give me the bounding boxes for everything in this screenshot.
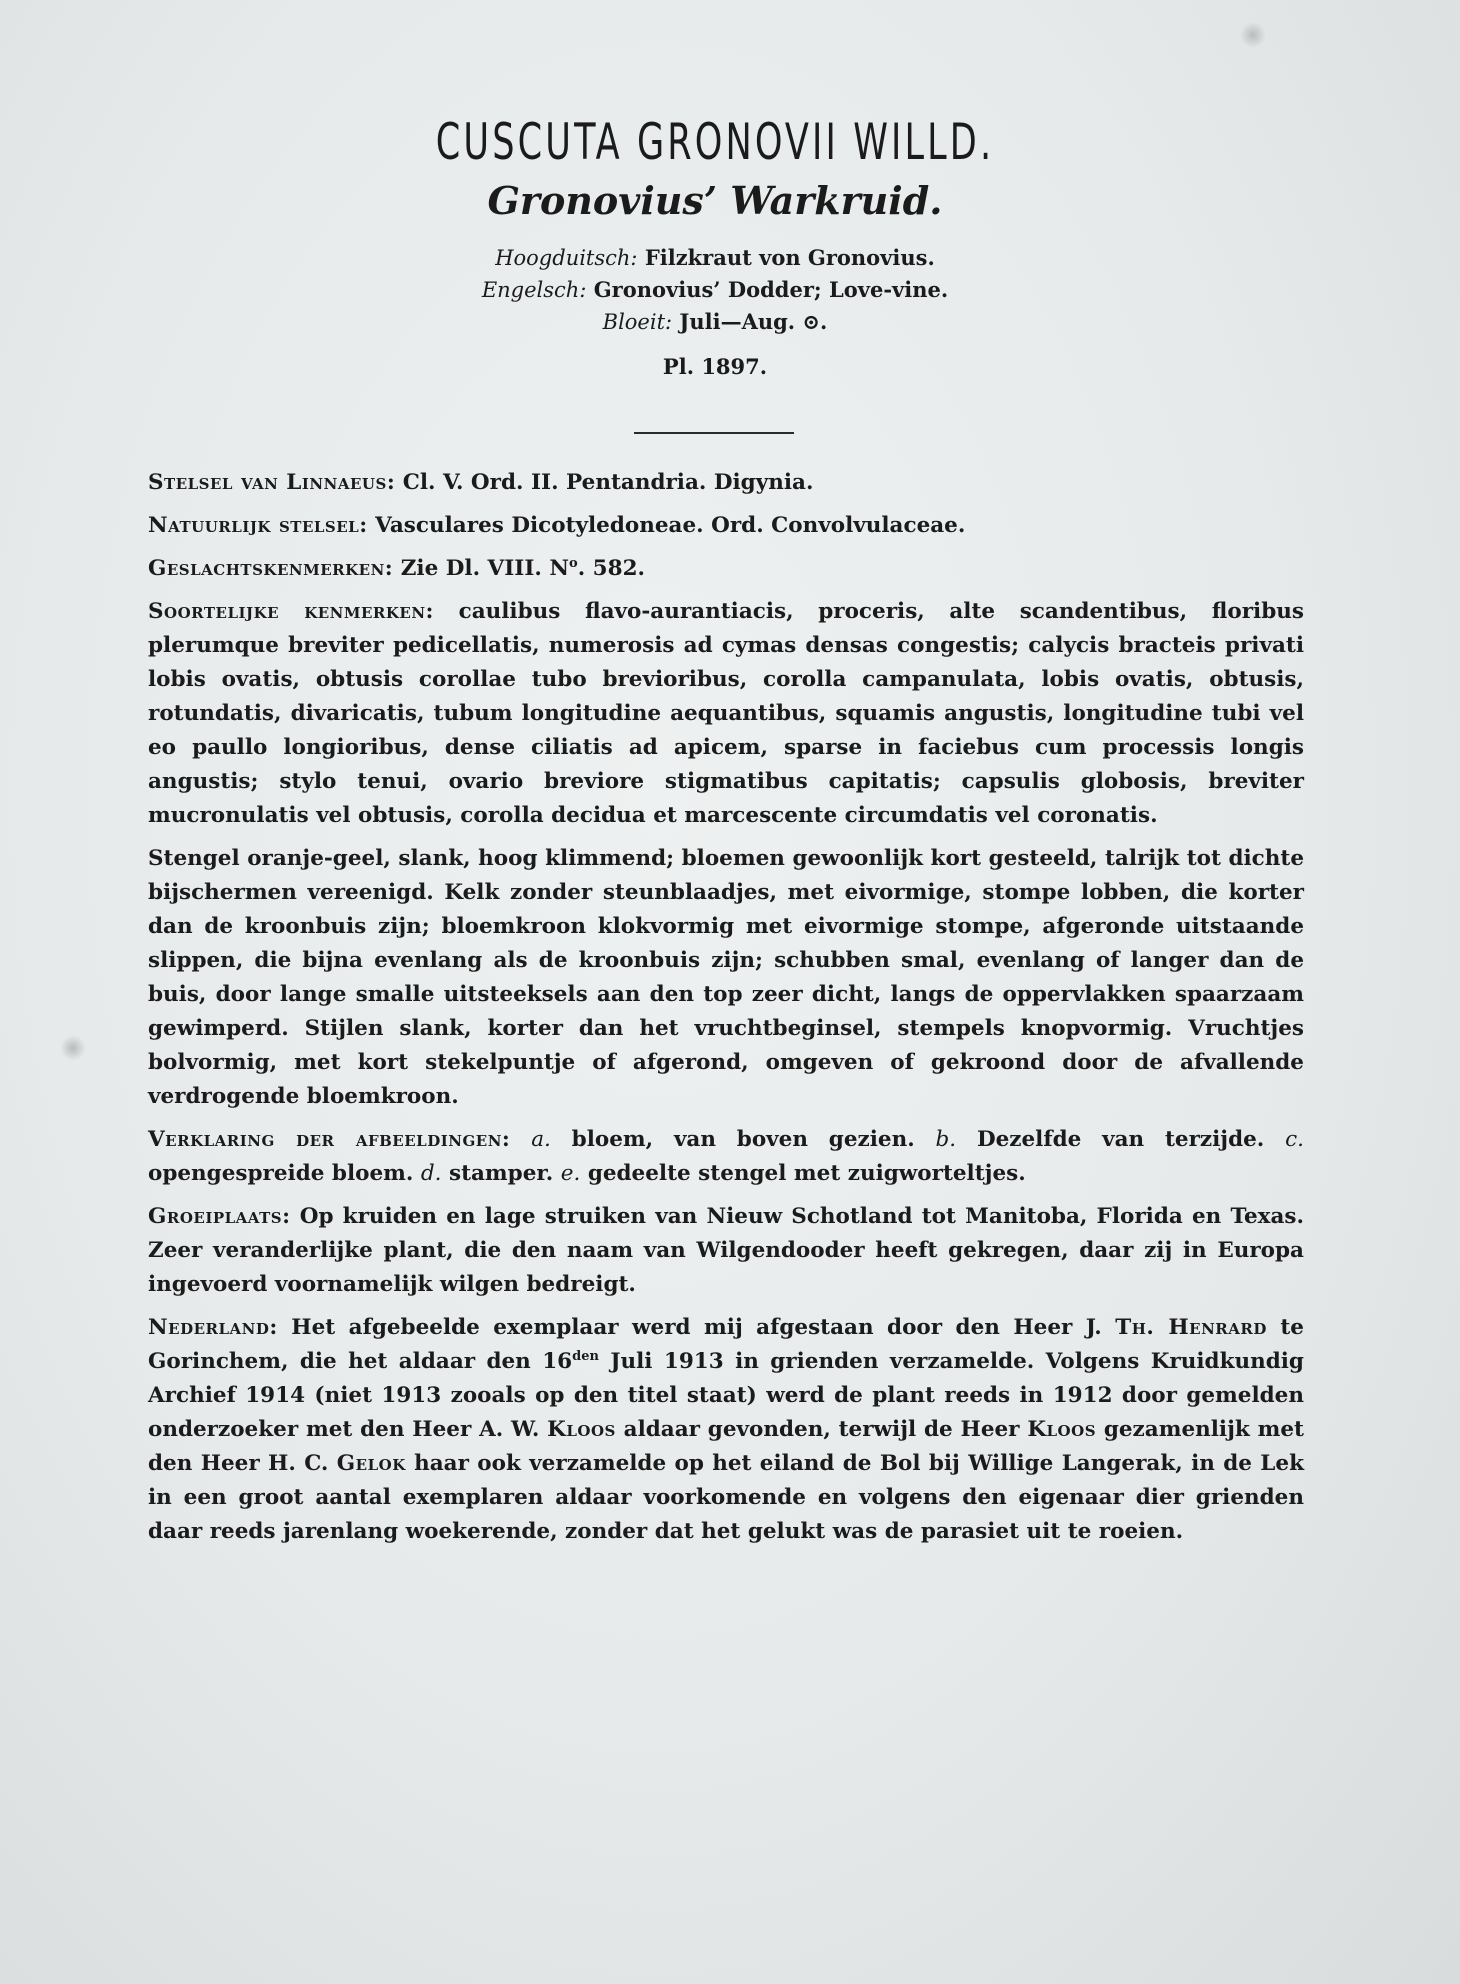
figure-text: bloem, van boven gezien.: [571, 1127, 915, 1152]
figure-key: c.: [1285, 1127, 1304, 1152]
section-text: Stengel oranje-geel, slank, hoog klimmend; bloemen gewoonlijk kort gesteeld, talrijk tot dichte bijschermen vereenigd. Kelk zonder steunblaadjes, met eivormige, stompe lobben, die korter dan de kroonbuis zijn; bloemkroon klokvormig met eivormige stompe, afgeronde uitstaande slippen, die bijna evenlang als de kroonbuis zijn; schubben smal, evenlang of langer dan de buis, door lange smalle uitsteeksels aan den top zeer dicht, langs de oppervlakken spaarzaam gewimperd. Stijlen slank, korter dan het vruchtbeginsel, stempels knopvormig. Vruchtjes bolvormig, met kort stekelpuntje of afgerond, omgeven of gekroond door de afvallende verdrogende bloemkroon.: [148, 846, 1304, 1109]
section-text: . 582.: [577, 556, 646, 581]
section-text: Zie Dl. VIII. N: [400, 556, 570, 581]
section-text: te Gorinchem, die het aldaar den 16: [148, 1315, 1304, 1374]
species-characters-paragraph: [148, 595, 1304, 833]
section-label: Soortelijke kenmerken:: [148, 599, 434, 624]
section-label: Geslachtskenmerken:: [148, 556, 394, 581]
species-title: CUSCUTA GRONOVII WILLD.: [435, 113, 995, 171]
name-label: Bloeit:: [602, 310, 673, 334]
section-label: Natuurlijk stelsel:: [148, 513, 368, 538]
genus-paragraph: [148, 552, 1304, 586]
figure-text: opengespreide bloem.: [148, 1161, 414, 1186]
section-label: Stelsel van Linnaeus:: [148, 470, 396, 495]
name-value: Filzkraut von Gronovius.: [644, 245, 935, 270]
divider-rule: [634, 432, 794, 434]
habitat-paragraph: [148, 1200, 1304, 1302]
figures-paragraph: [148, 1123, 1304, 1191]
name-line-english: [300, 274, 1130, 306]
section-text: gezamenlijk met den Heer H. C.: [148, 1417, 1304, 1476]
figure-key: d.: [420, 1161, 442, 1186]
plate-number: Pl. 1897.: [662, 354, 768, 379]
section-label: Groeiplaats:: [148, 1204, 291, 1229]
natural-system-paragraph: [148, 509, 1304, 543]
section-text: Cl. V. Ord. II. Pentandria. Digynia.: [402, 470, 814, 495]
name-label: Engelsch:: [481, 278, 587, 302]
description-paragraph: [148, 842, 1304, 1114]
section-text: haar ook verzamelde op het eiland de Bol bij Willige Langerak, in de Lek in een groot aantal exemplaren aldaar voorkomende en volgens den eigenaar dier grienden daar reeds jarenlang woekerende, zonder dat het gelukt was de parasiet uit te roeien.: [148, 1451, 1304, 1544]
name-value: Gronovius’ Dodder; Love-vine.: [593, 277, 949, 302]
section-label: Verklaring der afbeeldingen:: [148, 1127, 511, 1152]
name-line-flowering: [300, 306, 1130, 338]
figure-text: gedeelte stengel met zuigworteltjes.: [587, 1161, 1026, 1186]
name-value: Juli—Aug. ⊙.: [679, 309, 828, 334]
paper-stain: [1240, 22, 1266, 48]
paper-stain: [60, 1035, 86, 1061]
common-name: Gronovius’ Warkruid.: [487, 178, 943, 223]
person-name: Kloos: [547, 1417, 616, 1442]
figure-text: Dezelfde van terzijde.: [976, 1127, 1265, 1152]
name-line-german: [300, 242, 1130, 274]
section-text: Vasculares Dicotyledoneae. Ord. Convolvulaceae.: [375, 513, 966, 538]
section-text: Op kruiden en lage struiken van Nieuw Schotland tot Manitoba, Florida en Texas. Zeer veranderlijke plant, die den naam van Wilgendooder heeft gekregen, daar zij in Europa ingevoerd voornamelijk wilgen bedreigt.: [148, 1204, 1304, 1297]
person-name: Th. Henrard: [1115, 1315, 1267, 1340]
page-header: [300, 112, 1130, 379]
section-text: aldaar gevonden, terwijl de Heer: [623, 1417, 1020, 1442]
name-label: Hoogduitsch:: [495, 246, 638, 270]
section-label: Nederland:: [148, 1315, 278, 1340]
figure-key: a.: [531, 1127, 551, 1152]
linnaeus-paragraph: [148, 466, 1304, 500]
superscript: o: [569, 555, 578, 571]
figure-text: stamper.: [448, 1161, 554, 1186]
figure-key: e.: [560, 1161, 581, 1186]
section-text: caulibus flavo-aurantiacis, proceris, alte scandentibus, floribus plerumque breviter pedicellatis, numerosis ad cymas densas congestis; calycis bracteis privati lobis ovatis, obtusis corollae tubo brevioribus, corolla campanulata, lobis ovatis, obtusis, rotundatis, divaricatis, tubum longitudine aequantibus, squamis angustis, longitudine tubi vel eo paullo longioribus, dense ciliatis ad apicem, sparse in faciebus cum processis longis angustis; stylo tenui, ovario breviore stigmatibus capitatis; capsulis globosis, breviter mucronulatis vel obtusis, corolla decidua et marcescente circumdatis vel coronatis.: [148, 599, 1304, 828]
section-text: Het afgebeelde exemplaar werd mij afgestaan door den Heer J.: [291, 1315, 1102, 1340]
vernacular-names: [300, 242, 1130, 338]
netherlands-paragraph: [148, 1311, 1304, 1549]
section-text: Juli 1913 in grienden verzamelde. Volgens Kruidkundig Archief 1914 (niet 1913 zooals op den titel staat) werd de plant reeds in 1912 door gemelden onderzoeker met den Heer A. W.: [148, 1349, 1304, 1442]
person-name: Kloos: [1027, 1417, 1097, 1442]
person-name: Gelok: [336, 1451, 406, 1476]
document-body: [148, 466, 1304, 1558]
superscript: den: [572, 1348, 599, 1364]
figure-key: b.: [935, 1127, 957, 1152]
